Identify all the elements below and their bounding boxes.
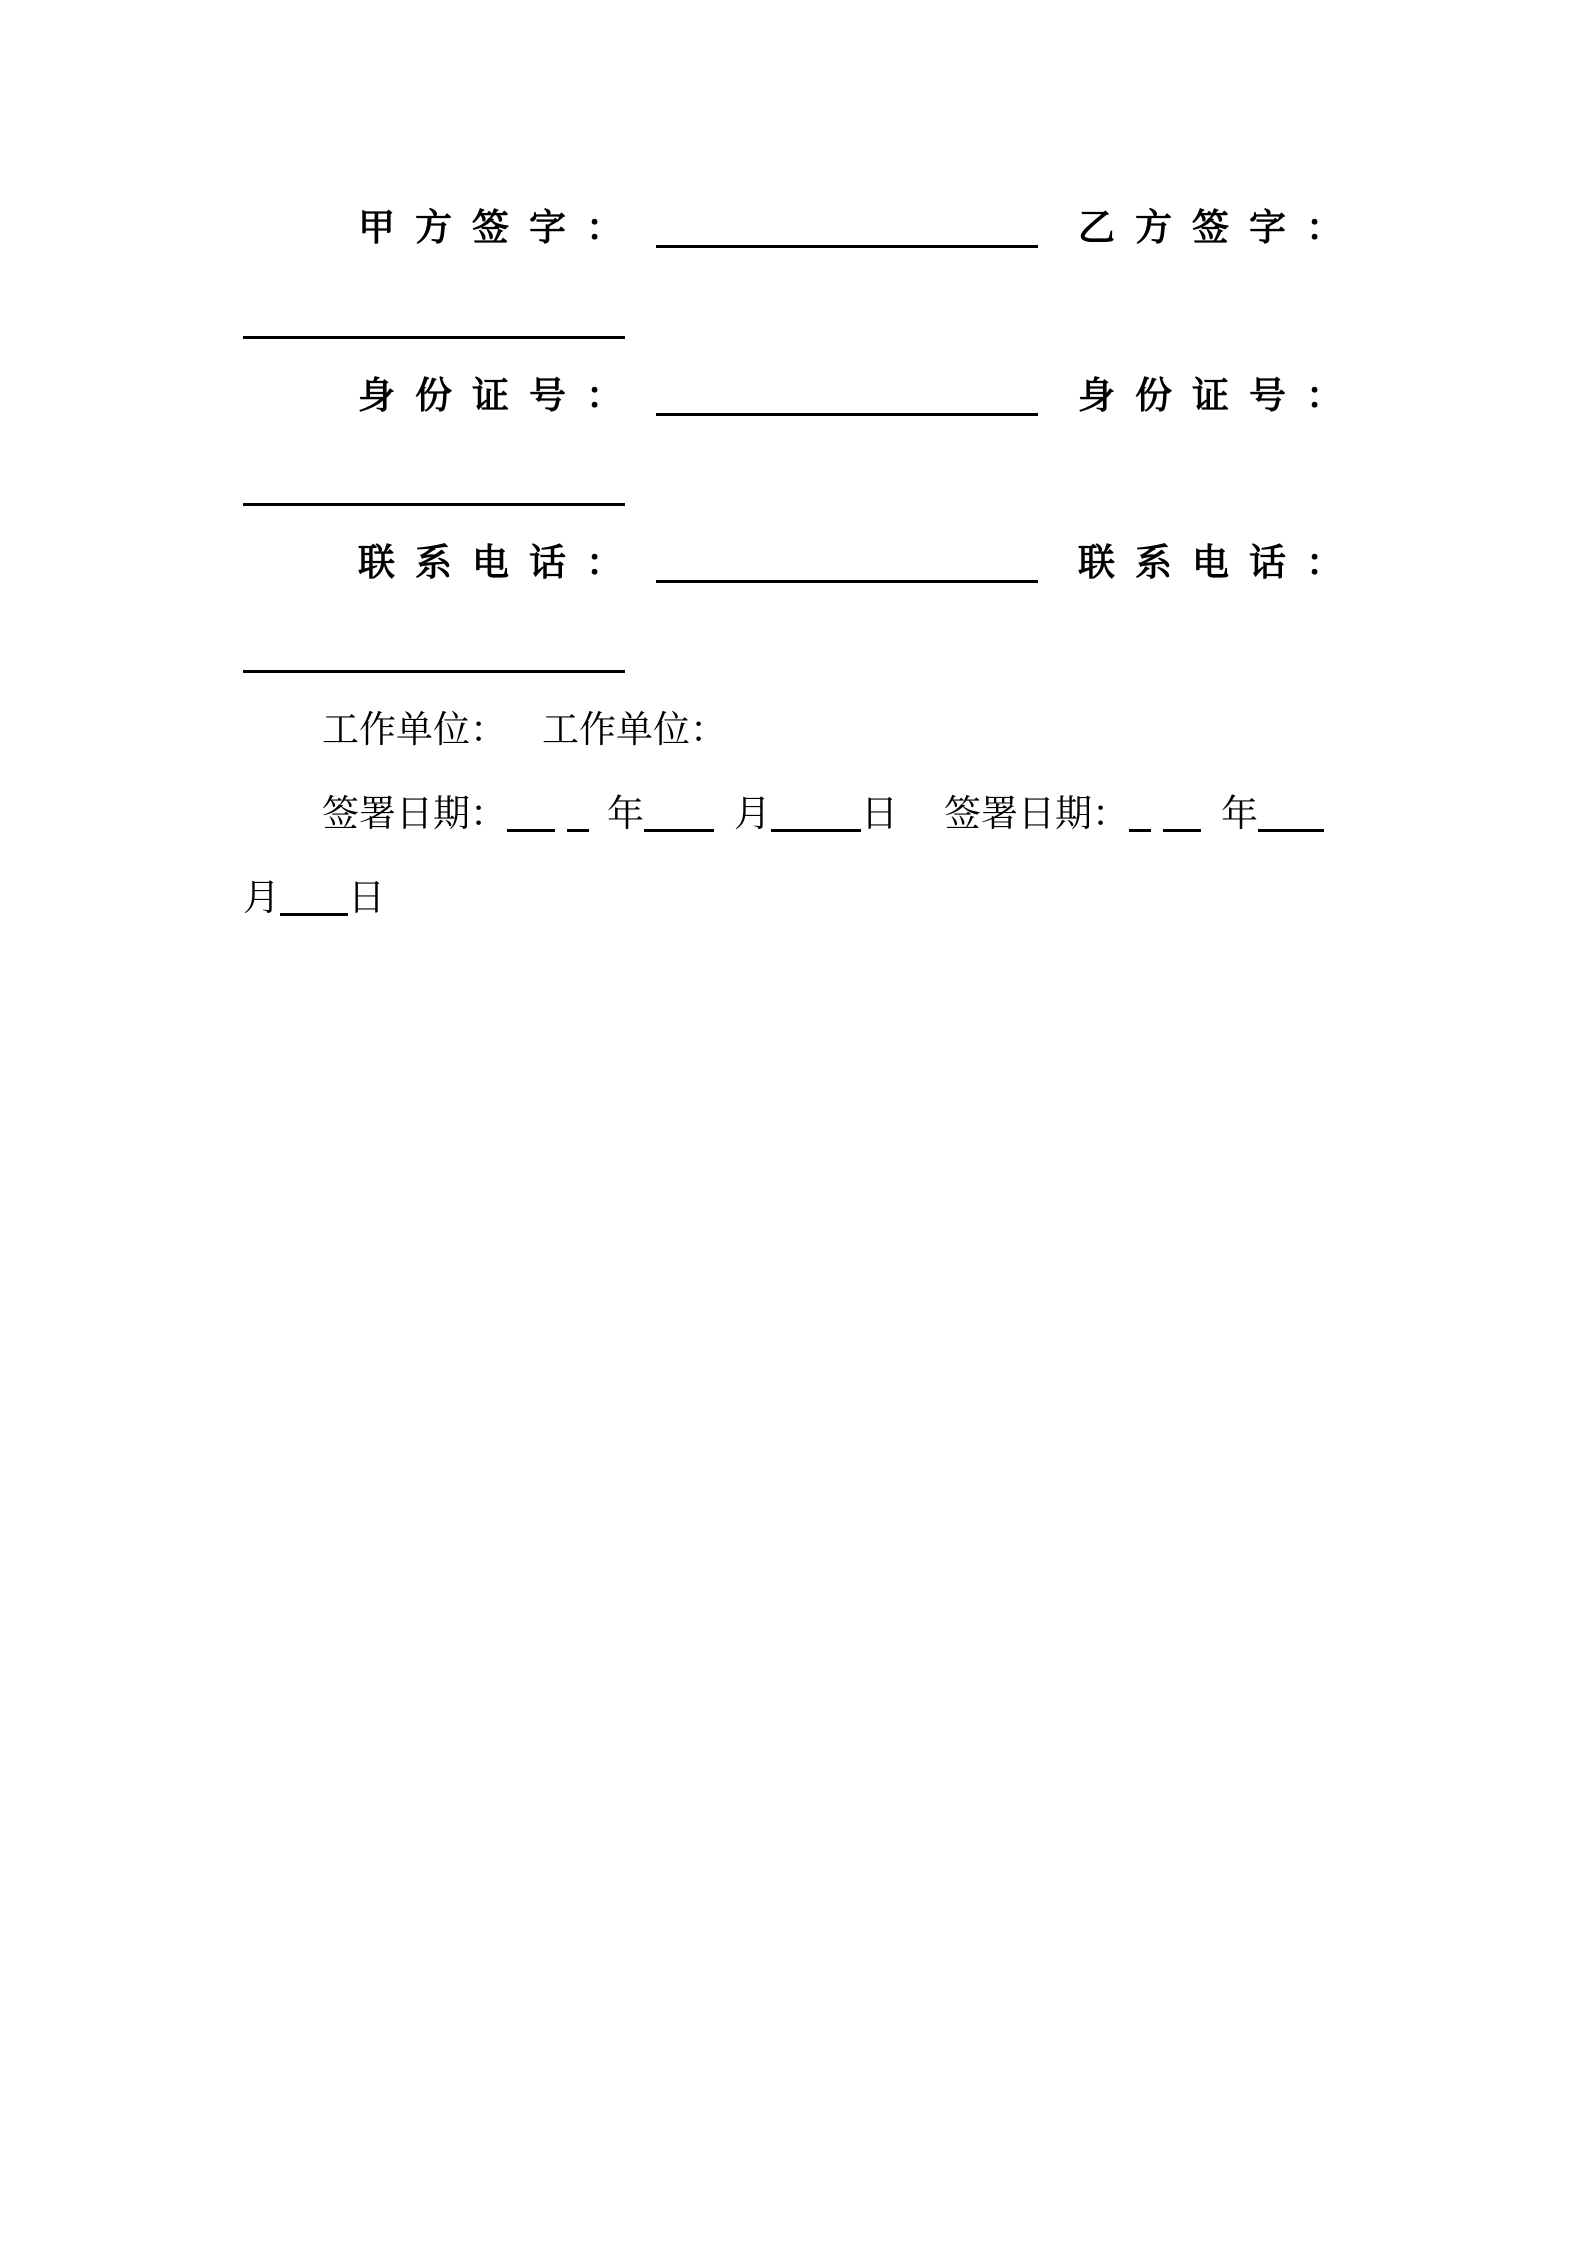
party-b-month-char: 月 — [243, 876, 280, 919]
party-b-year-char: 年 — [1221, 792, 1258, 835]
party-a-day-char: 日 — [861, 792, 898, 835]
party-a-phone-label: 联系电话： — [358, 541, 643, 584]
party-a-phone-blank[interactable] — [656, 580, 1038, 583]
party-b-signature-label: 乙方签字： — [1078, 206, 1363, 249]
party-a-signature-label: 甲方签字： — [358, 206, 643, 249]
party-a-id-blank[interactable] — [656, 413, 1038, 416]
party-b-month-blank[interactable] — [1258, 829, 1324, 832]
party-b-day-char: 日 — [348, 876, 385, 919]
party-b-workplace-label: 工作单位： — [542, 708, 727, 751]
party-b-phone-blank[interactable] — [243, 670, 625, 673]
party-a-year-blank[interactable] — [507, 829, 555, 832]
party-a-signature-blank[interactable] — [656, 245, 1038, 248]
party-a-month-char: 月 — [734, 792, 771, 835]
party-a-month-blank[interactable] — [644, 829, 714, 832]
party-b-date — [944, 784, 1324, 844]
party-a-year-blank-2[interactable] — [567, 829, 589, 832]
party-b-id-label: 身份证号： — [1078, 374, 1363, 417]
party-b-id-blank[interactable] — [243, 503, 625, 506]
party-b-date-continued — [243, 868, 385, 928]
party-b-year-blank-2[interactable] — [1163, 829, 1201, 832]
party-b-date-label: 签署日期： — [944, 792, 1129, 835]
party-b-year-blank[interactable] — [1129, 829, 1151, 832]
party-a-workplace-label: 工作单位： — [322, 708, 507, 751]
party-a-date-label: 签署日期： — [322, 792, 507, 835]
party-b-signature-blank[interactable] — [243, 336, 625, 339]
party-b-day-blank[interactable] — [280, 913, 348, 916]
party-a-year-char: 年 — [607, 792, 644, 835]
party-a-id-label: 身份证号： — [358, 374, 643, 417]
party-b-phone-label: 联系电话： — [1078, 541, 1363, 584]
party-a-date — [322, 784, 898, 844]
party-a-day-blank[interactable] — [771, 829, 861, 832]
